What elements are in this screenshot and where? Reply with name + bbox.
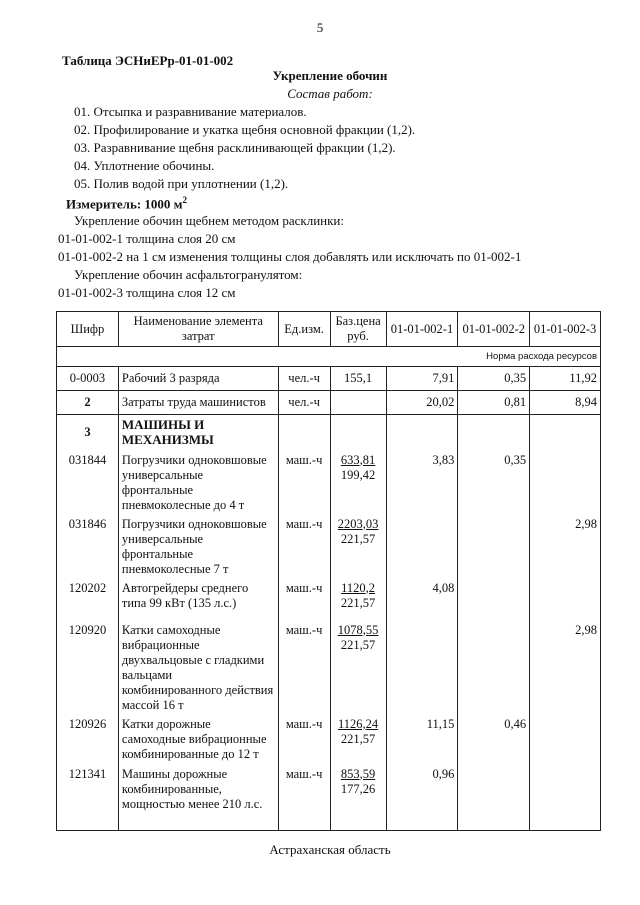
norm-label: Норма расхода ресурсов <box>57 347 601 367</box>
empty-cell <box>330 415 386 451</box>
row-value-1: 7,91 <box>386 367 458 391</box>
header-col-1: 01-01-002-1 <box>386 312 458 347</box>
row-value-2 <box>458 579 530 621</box>
header-col-3: 01-01-002-3 <box>530 312 601 347</box>
description-line: Укрепление обочин щебнем методом расклинки: <box>74 213 344 228</box>
row-code: 120202 <box>57 579 119 621</box>
row-name: Затраты труда машинистов <box>118 391 278 415</box>
row-value-1: 11,15 <box>386 715 458 765</box>
page-number: 5 <box>316 20 324 35</box>
work-item: 05. Полив водой при уплотнении (1,2). <box>74 176 289 191</box>
works-title: Состав работ: <box>287 86 373 101</box>
row-value-1: 3,83 <box>386 451 458 515</box>
work-item: 02. Профилирование и укатка щебня основной фракции (1,2). <box>74 122 416 137</box>
header-price: Баз.цена руб. <box>330 312 386 347</box>
row-name: Автогрейдеры среднего типа 99 кВт (135 л.с.) <box>118 579 278 621</box>
row-name: Катки дорожные самоходные вибрационные комбинированные до 12 т <box>118 715 278 765</box>
row-unit: маш.-ч <box>278 621 330 715</box>
row-code: 121341 <box>57 765 119 831</box>
row-unit: чел.-ч <box>278 367 330 391</box>
row-value-1 <box>386 515 458 579</box>
row-name: Погрузчики одноковшовые универсальные фронтальные пневмоколесные 7 т <box>118 515 278 579</box>
empty-cell <box>530 415 601 451</box>
row-value-1: 20,02 <box>386 391 458 415</box>
resources-table <box>56 311 601 831</box>
row-value-3: 2,98 <box>530 621 601 715</box>
row-code: 120926 <box>57 715 119 765</box>
header-name: Наименование элемента затрат <box>118 312 278 347</box>
work-item: 03. Разравнивание щебня расклинивающей фракции (1,2). <box>74 140 396 155</box>
row-code: 120920 <box>57 621 119 715</box>
row-value-3 <box>530 715 601 765</box>
row-name: Погрузчики одноковшовые универсальные фронтальные пневмоколесные до 4 т <box>118 451 278 515</box>
row-value-3: 8,94 <box>530 391 601 415</box>
row-value-1: 0,96 <box>386 765 458 831</box>
row-code: 3 <box>57 415 119 451</box>
row-unit: маш.-ч <box>278 515 330 579</box>
row-value-2 <box>458 621 530 715</box>
row-price: 633,81 199,42 <box>330 451 386 515</box>
norm-line: 01-01-002-2 на 1 см изменения толщины слоя добавлять или исключать по 01-002-1 <box>58 249 522 264</box>
work-item: 01. Отсыпка и разравнивание материалов. <box>74 104 307 119</box>
row-value-2: 0,46 <box>458 715 530 765</box>
row-code: 031844 <box>57 451 119 515</box>
row-unit: чел.-ч <box>278 391 330 415</box>
row-value-2 <box>458 765 530 831</box>
row-price <box>330 391 386 415</box>
norm-line: 01-01-002-3 толщина слоя 12 см <box>58 285 236 300</box>
row-value-1 <box>386 621 458 715</box>
row-value-3 <box>530 579 601 621</box>
row-code: 0-0003 <box>57 367 119 391</box>
row-name: Катки самоходные вибрационные двухвальцовые с гладкими вальцами комбинированного действия массой 16 т <box>118 621 278 715</box>
work-item: 04. Уплотнение обочины. <box>74 158 215 173</box>
section-name: МАШИНЫ И МЕХАНИЗМЫ <box>118 415 278 451</box>
row-code: 2 <box>57 391 119 415</box>
row-unit: маш.-ч <box>278 451 330 515</box>
row-unit: маш.-ч <box>278 579 330 621</box>
row-unit: маш.-ч <box>278 765 330 831</box>
row-price: 1126,24 221,57 <box>330 715 386 765</box>
norm-line: 01-01-002-1 толщина слоя 20 см <box>58 231 236 246</box>
header-unit: Ед.изм. <box>278 312 330 347</box>
row-price: 2203,03 221,57 <box>330 515 386 579</box>
row-price: 155,1 <box>330 367 386 391</box>
table-code: Таблица ЭСНиЕРр-01-01-002 <box>62 53 234 68</box>
empty-cell <box>386 415 458 451</box>
header-col-2: 01-01-002-2 <box>458 312 530 347</box>
row-price: 1120,2 221,57 <box>330 579 386 621</box>
empty-cell <box>278 415 330 451</box>
row-value-2: 0,81 <box>458 391 530 415</box>
row-value-2: 0,35 <box>458 367 530 391</box>
row-name: Рабочий 3 разряда <box>118 367 278 391</box>
row-value-3 <box>530 451 601 515</box>
row-unit: маш.-ч <box>278 715 330 765</box>
row-value-3: 11,92 <box>530 367 601 391</box>
empty-cell <box>458 415 530 451</box>
footer-region: Астраханская область <box>269 842 391 857</box>
row-value-3: 2,98 <box>530 515 601 579</box>
row-name: Машины дорожные комбинированные, мощностью менее 210 л.с. <box>118 765 278 831</box>
description-line: Укрепление обочин асфальтогранулятом: <box>74 267 303 282</box>
row-value-2 <box>458 515 530 579</box>
row-value-3 <box>530 765 601 831</box>
row-code: 031846 <box>57 515 119 579</box>
row-value-1: 4,08 <box>386 579 458 621</box>
row-value-2: 0,35 <box>458 451 530 515</box>
header-code: Шифр <box>57 312 119 347</box>
row-price: 1078,55 221,57 <box>330 621 386 715</box>
section-title: Укрепление обочин <box>272 68 388 83</box>
meter-label: Измеритель: 1000 $м^2$ <box>66 195 188 212</box>
row-price: 853,59 177,26 <box>330 765 386 831</box>
